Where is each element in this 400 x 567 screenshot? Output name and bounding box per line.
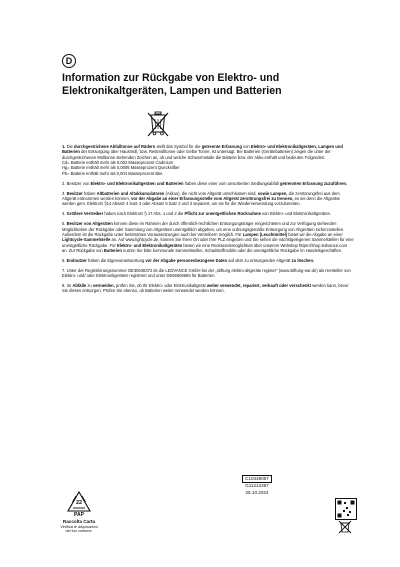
secondary-code: G11212367 xyxy=(245,483,269,488)
text-span: Im xyxy=(66,283,72,289)
paragraph-3 xyxy=(62,191,354,207)
text-span-bold: weiter verwendet, repariert, verkauft oder verschenkt xyxy=(206,283,312,289)
mercury-line: Hg= Batterie enthält mehr als 0,0005 Masseprozent Quecksilber xyxy=(62,165,180,171)
text-span-bold: Altbatterien und Altakkumulatoren xyxy=(96,190,165,196)
paragraph-number: 7. xyxy=(62,267,66,273)
text-span: prüfen Sie, ob Ihr Elektro- oder Elektronikaltgerät xyxy=(115,283,206,289)
text-span-bold: Besitzer xyxy=(66,190,83,196)
recycle-material: Raccolta Carta xyxy=(62,519,96,524)
text-span-bold: sowie Lampen, xyxy=(257,190,288,196)
text-span: es sei denn die Altgeräte werden gem. ElektroG §14 Absatz 4 Satz 4 oder Absatz 5 Satz 2 und 3 separiert, um sie für die Wiederverwendung vorzubereiten. xyxy=(62,195,340,207)
text-span-bold: Elektro- und Elektronikaltgeräten, Lampen und Batterien xyxy=(62,144,343,155)
paragraph-number: 8. xyxy=(62,283,66,289)
text-span-bold: Größere Vertreiber xyxy=(66,211,104,217)
paragraph-8 xyxy=(62,283,354,294)
recycle-note-line: Verifica le disposizioni xyxy=(60,524,98,529)
paragraph-1 xyxy=(62,144,354,176)
text-span: haben xyxy=(83,190,96,196)
paragraph-5 xyxy=(62,221,354,253)
text-span-bold: Elektro- und Elektronikaltgeräten xyxy=(117,242,183,248)
text-span-bold: vermeiden, xyxy=(92,283,115,289)
recycle-note-line: del tuo comune. xyxy=(65,529,93,534)
text-span: stellt das Symbol für die xyxy=(156,144,201,149)
text-span: können diese im Rahmen der durch öffentlich-rechtlichen Entsorgungsträger eingerichteten und zur Verfügung stehenden Möglichkeiten der Rückgabe oder Sammlung von Altgeräten unentgeltlich abgeben, um eine ordnungsgemäße Entsorgung von Altgeräten sicherzustellen. Außerdem ist die Rückgabe unter bestimmten Voraussetzungen auch bei Vertreibern möglich. xyxy=(62,221,345,237)
text-span: auf dem zu entsorgenden Altgerät xyxy=(228,257,291,263)
text-span-bold: Besitzer von Altgeräten xyxy=(66,221,113,227)
text-span-bold: Abfälle xyxy=(72,283,87,289)
text-span: haben nach ElektroG § 17 Abs. 1 und 2 die xyxy=(104,211,184,217)
text-span: Die xyxy=(66,144,73,149)
text-span: der Entsorgung über Hausmüll, bzw. Restmülltonne oder Gelbe Tonne, ist untersagt. Bei Batterien (Gerätebatterien) zeigen die unter der durchgestrichenen Mülltonne stehenden Zeichen an, ob und welche Schwermetalle die Batterie bzw. der Akku enthält und bedeuten Folgendes: xyxy=(62,149,331,160)
text-span-bold: Pflicht zur unentgeltlichen Rücknahme xyxy=(184,211,261,217)
text-span: Für xyxy=(109,242,116,248)
recycle-abbr: PAP xyxy=(74,512,84,518)
paragraph-number: 2. xyxy=(62,180,66,186)
cadmium-line: Cd= Batterie enthält mehr als 0,002 Masseprozent Cadmium xyxy=(62,160,174,166)
text-span: (Akkus), die nicht vom Altgerät umschlossen sind, xyxy=(165,190,257,196)
paragraph-4 xyxy=(62,211,354,216)
qr-code-icon xyxy=(335,498,357,520)
country-code-badge: D xyxy=(62,54,76,68)
text-span-bold: Lightcycle-Sammelstelle xyxy=(62,237,111,243)
text-span: Unter der Registrierungsnummer DE30638372 ist die LEDVANCE GmbH bei der „stiftung elektro-altgeräte register“ (www.stiftung-ear.de) als Hersteller von Elektro- und/ oder Elektronikgeräten registriert und unter DE66606655 für Batterien. xyxy=(62,267,351,279)
text-span: Besitzer von xyxy=(66,180,90,186)
text-span: nutzen Sie bitte kommunale Sammelstellen, Schadstoffmobile oder die unentgeltliche Rückgabe im Handelsgeschäften. xyxy=(123,247,343,253)
paragraph-7 xyxy=(62,268,354,279)
page-title: Information zur Rückgabe von Elektro- und Elektronikaltgeräten, Lampen und Batterien xyxy=(62,72,282,97)
text-span: bieten wir eine Rücksendemöglichkeit über unserem Webshop https://shop.ledvance.com an. Zur Rückgabe von xyxy=(62,242,348,253)
text-span: haben die Eigenverantwortung xyxy=(88,257,145,263)
text-span-bold: vor der Abgabe personenbezogene Daten xyxy=(145,257,228,263)
text-span: werden kann, bevor Sie dieses entsorgen. Prüfen Sie ebenso, ob Batterien weiter verwendet werden können. xyxy=(62,283,349,294)
text-span: von Elektro- und Elektronikaltgeräten. xyxy=(262,211,332,217)
text-span: von xyxy=(243,144,250,149)
article-code-box: C10449057 xyxy=(242,475,272,483)
paragraph-number: 6. xyxy=(62,257,66,263)
paragraph-6 xyxy=(62,258,354,263)
paragraph-number: 1. xyxy=(62,144,66,149)
text-span-bold: Elektro- und Elektronikaltgeräten und Batterien xyxy=(90,180,184,186)
paragraph-2 xyxy=(62,181,354,186)
print-date: 25.10.2024 xyxy=(245,490,269,495)
text-span-bold: durchgestrichene Abfalltonne auf Rädern xyxy=(74,144,156,149)
text-span-bold: vor der Abgabe an einer Erfassungsstelle vom Altgerät zerstörungsfrei zu trennen, xyxy=(131,195,294,201)
text-span-bold: getrennte Erfassung xyxy=(201,144,242,149)
text-span: bietet wir die Abgabe an einer xyxy=(288,231,343,237)
recycle-text xyxy=(56,520,102,534)
crossed-out-wheeled-bin-icon xyxy=(146,110,170,138)
text-span: die zerstörungsfrei aus dem Altgerät entnommen werden können, xyxy=(62,190,340,201)
text-span: haben diese einer vom unsortierten Siedlungsabfall xyxy=(184,180,279,186)
text-span: zu xyxy=(87,283,92,289)
information-body xyxy=(62,144,354,298)
text-span-bold: Endnutzer xyxy=(66,257,87,263)
small-crossed-bin-icon xyxy=(338,520,352,534)
text-span-bold: Lampen (Leuchtmittel) xyxy=(242,231,288,237)
paragraph-number: 4. xyxy=(62,211,66,217)
paragraph-number: 5. xyxy=(62,221,66,227)
text-span-bold: getrennten Erfassung zuzuführen. xyxy=(280,180,348,186)
paragraph-number: 3. xyxy=(62,190,66,196)
text-span-bold: Batterien xyxy=(103,247,122,253)
text-span: Für xyxy=(235,231,242,237)
text-span: an. Auf www.lightcycle.de, können Sie Ihren Ort oder Ihre PLZ eingeben und Sie sehen die nächstgelegenen Sammelstellen für eine unentgeltliche Rückgabe. xyxy=(62,237,354,248)
lead-line: Pb= Batterie enthält mehr als 0,004 Masseprozent Blei. xyxy=(62,170,164,176)
recycle-number: 22 xyxy=(75,500,83,506)
text-span-bold: zu löschen. xyxy=(291,257,315,263)
